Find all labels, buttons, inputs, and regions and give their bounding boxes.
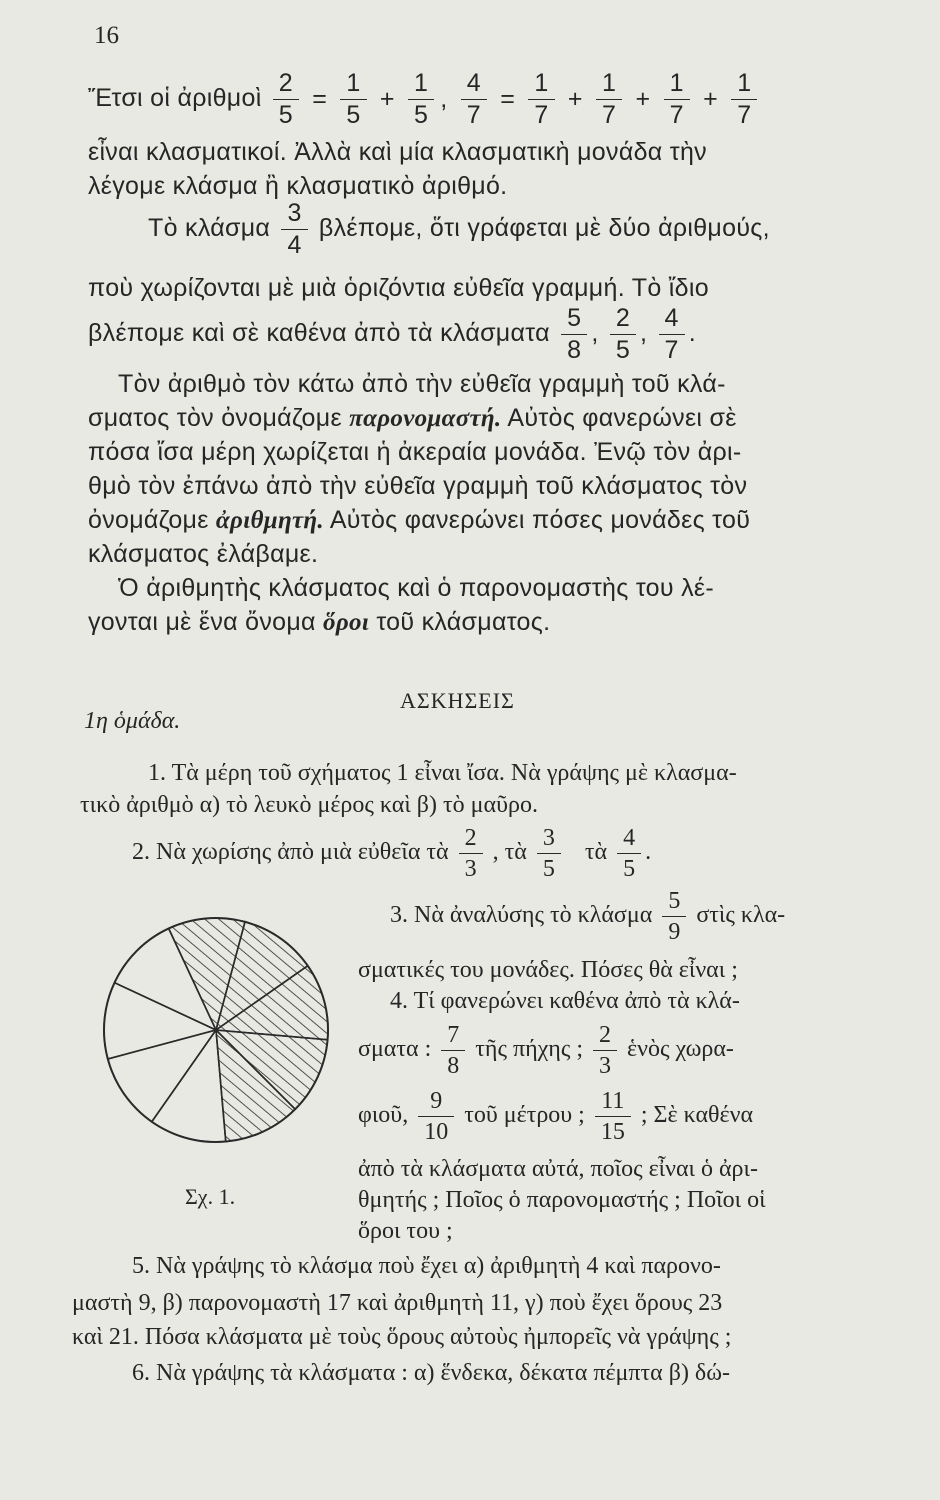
fraction: $\frac{5}{8}$	[561, 305, 587, 364]
fraction: $\frac{7}{8}$	[441, 1022, 465, 1079]
exercise-5-line-3: καὶ 21. Πόσα κλάσματα μὲ τοὺς ὅρους αὐτοὺς ἠμπορεῖς νὰ γράψης ;	[72, 1324, 732, 1350]
text-fragment: Αὐτὸς φανερώνει πόσες μονάδες τοῦ	[329, 506, 751, 534]
text-fragment: βλέπομε, ὅτι γράφεται μὲ δύο ἀριθμούς,	[318, 214, 770, 243]
exercise-2	[132, 825, 651, 882]
exercise-4-line-3	[358, 1088, 753, 1145]
fraction: $\frac{9}{10}$	[418, 1088, 454, 1145]
text-line: Ὁ ἀριθμητὴς κλάσματος καὶ ὁ παρονομαστὴς του λέ-	[118, 574, 714, 602]
exercise-4-line-2	[358, 1022, 734, 1079]
text-fragment: βλέπομε καὶ σὲ καθένα ἀπὸ τὰ κλάσματα	[88, 319, 550, 348]
plus-sign: +	[379, 85, 395, 113]
text-line: πόσα ἴσα μέρη χωρίζεται ἡ ἀκεραία μονάδα. Ἐνῷ τὸν ἀρι-	[88, 438, 742, 466]
text-line	[88, 506, 750, 535]
figure-caption: Σχ. 1.	[185, 1184, 236, 1209]
text-fragment: τῆς πήχης ;	[475, 1036, 584, 1063]
text-line: κλάσματος ἐλάβαμε.	[88, 540, 319, 568]
plus-sign: +	[635, 85, 651, 113]
period: .	[645, 839, 652, 866]
exercise-3-line-2: σματικές του μονάδες. Πόσες θὰ εἶναι ;	[358, 957, 738, 983]
text-fragment: 2. Νὰ χωρίσης ἀπὸ μιὰ εὐθεῖα τὰ	[132, 839, 449, 866]
intro-equation-line	[88, 70, 761, 129]
fraction: $\frac{4}{5}$	[617, 825, 641, 882]
plus-sign: +	[567, 85, 583, 113]
term-numerator: ἀριθμητή.	[215, 507, 324, 534]
fraction: $\frac{4}{7}$	[659, 305, 685, 364]
exercise-5-line-1: 5. Νὰ γράψης τὸ κλάσμα ποὺ ἔχει α) ἀριθμητὴ 4 καὶ παρονο-	[132, 1253, 721, 1279]
text-fragment: Αὐτὸς φανερώνει σὲ	[507, 404, 737, 432]
intro-lead: Ἔτσι οἱ ἀριθμοὶ	[88, 84, 262, 113]
exercise-1-line-1: 1. Τὰ μέρη τοῦ σχήματος 1 εἶναι ἴσα. Νὰ γράψης μὲ κλασμα-	[148, 760, 737, 786]
text-fragment: τοῦ κλάσματος.	[376, 608, 551, 636]
fraction: $\frac{1}{7}$	[528, 70, 554, 129]
exercise-3-line-1	[390, 888, 785, 945]
text-line: εἶναι κλασματικοί. Ἀλλὰ καὶ μία κλασματικὴ μονάδα τὴν	[88, 138, 707, 166]
fraction: $\frac{2}{5}$	[610, 305, 636, 364]
text-fragment: σματα :	[358, 1036, 432, 1063]
group-label-text: 1η ὁμάδα.	[84, 708, 181, 734]
plus-sign: +	[703, 85, 719, 113]
fraction: $\frac{5}{9}$	[662, 888, 686, 945]
fraction: $\frac{2}{5}$	[273, 70, 299, 129]
fraction: $\frac{1}{7}$	[596, 70, 622, 129]
text-line: ποὺ χωρίζονται μὲ μιὰ ὁριζόντια εὐθεῖα γραμμή. Τὸ ἴδιο	[88, 274, 709, 302]
comma: ,	[440, 85, 448, 113]
period: .	[688, 319, 697, 348]
text-fragment: 3. Νὰ ἀναλύσης τὸ κλάσμα	[390, 902, 653, 929]
exercise-4-line-5: θμητής ; Ποῖος ὁ παρονομαστής ; Ποῖοι οἱ	[358, 1187, 766, 1213]
exercises-heading: ΑΣΚΗΣΕΙΣ	[400, 688, 515, 713]
figure-circle-divided	[100, 914, 332, 1146]
fraction: $\frac{1}{7}$	[731, 70, 757, 129]
exercise-1-line-2: τικὸ ἀριθμὸ α) τὸ λευκὸ μέρος καὶ β) τὸ μαῦρο.	[80, 792, 538, 818]
text-fragment: σματος τὸν ὀνομάζομε	[88, 404, 342, 432]
sector-white	[152, 1030, 226, 1142]
comma: ,	[591, 319, 599, 348]
exercise-4-line-1: 4. Τί φανερώνει καθένα ἀπὸ τὰ κλά-	[390, 988, 740, 1014]
exercise-6-line-1: 6. Νὰ γράψης τὰ κλάσματα : α) ἕνδεκα, δέκατα πέμπτα β) δώ-	[132, 1360, 731, 1386]
text-line: λέγομε κλάσμα ἢ κλασματικὸ ἀριθμό.	[88, 172, 508, 200]
term-denominator: παρονομαστή.	[349, 405, 502, 432]
text-line	[88, 608, 550, 637]
text-fragment: γονται μὲ ἕνα ὄνομα	[88, 608, 316, 636]
text-line: Τὸν ἀριθμὸ τὸν κάτω ἀπὸ τὴν εὐθεῖα γραμμὴ τοῦ κλά-	[118, 370, 726, 398]
fraction: $\frac{3}{4}$	[281, 200, 307, 259]
term-terms: ὅροι	[323, 609, 370, 636]
fraction: $\frac{3}{5}$	[537, 825, 561, 882]
text-fragment: τὰ	[584, 839, 608, 866]
text-fragment: φιοῦ,	[358, 1102, 409, 1129]
text-fragment: ὀνομάζομε	[88, 506, 209, 534]
fraction: $\frac{11}{15}$	[595, 1088, 631, 1145]
text-fragment: ἑνὸς χωρα-	[627, 1036, 734, 1063]
text-fragment: ; Σὲ καθένα	[640, 1102, 754, 1129]
exercise-4-line-6: ὅροι του ;	[358, 1218, 453, 1244]
equals-sign: =	[312, 85, 328, 113]
text-fragment: , τὰ	[492, 839, 527, 866]
text-line	[148, 200, 770, 259]
text-line	[88, 404, 737, 433]
fraction: $\frac{2}{3}$	[593, 1022, 617, 1079]
text-fragment: τοῦ μέτρου ;	[464, 1102, 585, 1129]
text-fragment: Τὸ κλάσμα	[148, 214, 271, 243]
exercise-5-line-2: μαστὴ 9, β) παρονομαστὴ 17 καὶ ἀριθμητὴ 11, γ) ποὺ ἔχει ὅρους 23	[72, 1290, 723, 1316]
text-line	[88, 305, 696, 364]
comma: ,	[640, 319, 648, 348]
fraction: $\frac{1}{7}$	[664, 70, 690, 129]
equals-sign: =	[500, 85, 516, 113]
fraction: $\frac{2}{3}$	[459, 825, 483, 882]
fraction: $\frac{4}{7}$	[461, 70, 487, 129]
group-label	[84, 708, 180, 735]
fraction: $\frac{1}{5}$	[340, 70, 366, 129]
text-fragment: στὶς κλα-	[696, 902, 786, 929]
fraction: $\frac{1}{5}$	[408, 70, 434, 129]
exercise-4-line-4: ἀπὸ τὰ κλάσματα αὐτά, ποῖος εἶναι ὁ ἀρι-	[358, 1156, 758, 1182]
text-line: θμὸ τὸν ἐπάνω ἀπὸ τὴν εὐθεῖα γραμμὴ τοῦ κλάσματος τὸν	[88, 472, 748, 500]
page-number: 16	[94, 22, 119, 49]
